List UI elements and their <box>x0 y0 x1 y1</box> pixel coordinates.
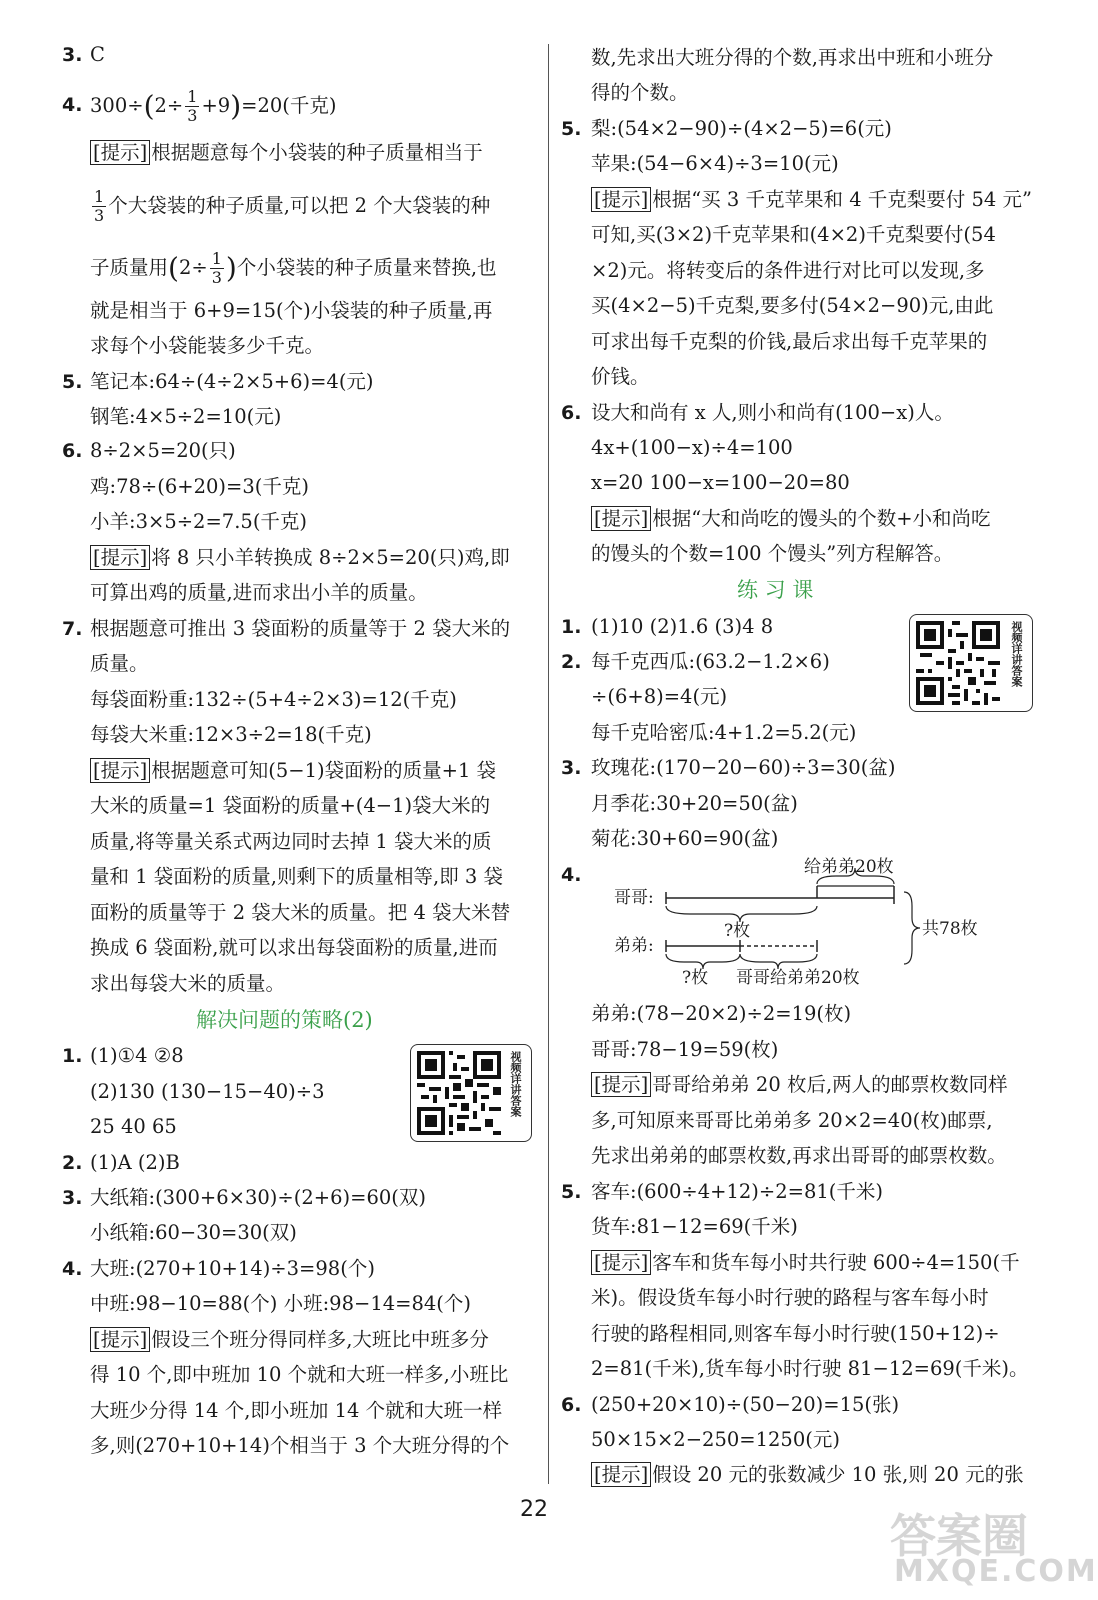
question-number: 4. <box>561 864 582 886</box>
answer-line: 大班:(270+10+14)÷3=98(个) <box>90 1257 375 1280</box>
hint-line: [提示] 根据“买 3 千克苹果和 4 千克梨要付 54 元” <box>591 187 1032 213</box>
answer-line: 设大和尚有 x 人,则小和尚有(100−x)人。 <box>591 401 954 424</box>
hint-line: 求出每袋大米的质量。 <box>90 972 286 995</box>
hint-line: 得 10 个,即中班加 10 个就和大班一样多,小班比 <box>90 1363 509 1386</box>
answer-line: 根据题意可推出 3 袋面粉的质量等于 2 袋大米的 <box>90 617 511 640</box>
hint-line: 数,先求出大班分得的个数,再求出中班和小班分 <box>591 46 994 69</box>
answer-line: 小纸箱:60−30=30(双) <box>90 1221 297 1244</box>
question-number: 6. <box>561 402 582 424</box>
answer-line: 每袋面粉重:132÷(5+4÷2×3)=12(千克) <box>90 688 457 711</box>
question-number: 1. <box>561 616 582 638</box>
question-number: 6. <box>62 440 83 462</box>
hint-line: ×2)元。将转变后的条件进行对比可以发现,多 <box>591 259 985 282</box>
answer-line: (250+20×10)÷(50−20)=15(张) <box>591 1393 900 1416</box>
hint-line: [提示] 哥哥给弟弟 20 枚后,两人的邮票枚数同样 <box>591 1072 1008 1098</box>
qr-label: 视频详讲答案 <box>509 1051 522 1117</box>
question-number: 4. <box>62 1258 83 1280</box>
qr-code-icon <box>417 1051 501 1135</box>
watermark-url: MXQE.COM <box>894 1554 1098 1589</box>
column-divider <box>548 44 549 1484</box>
answer-line: 客车:(600÷4+12)÷2=81(千米) <box>591 1180 884 1203</box>
hint-line: [提示] 将 8 只小羊转换成 8÷2×5=20(只)鸡,即 <box>90 545 510 571</box>
diagram-give-top: 给弟弟20枚 <box>804 857 894 877</box>
stamp-segment-diagram <box>600 856 990 992</box>
question-number: 5. <box>62 371 83 393</box>
answer-line: 月季花:30+20=50(盆) <box>591 792 798 815</box>
question-number: 3. <box>62 44 83 66</box>
hint-label: [提示] <box>591 1072 651 1097</box>
answer-line: 8÷2×5=20(只) <box>90 439 236 462</box>
brace-mid <box>666 906 817 922</box>
hint-line: 可求出每千克梨的价钱,最后求出每千克苹果的 <box>591 330 988 353</box>
answer-line: 25 40 65 <box>90 1115 177 1138</box>
question-number: 5. <box>561 1181 582 1203</box>
question-number: 3. <box>561 757 582 779</box>
hint-line: 价钱。 <box>591 365 650 388</box>
answer-line: 钢笔:4×5÷2=10(元) <box>90 405 282 428</box>
equation-line: 300÷(2÷ $\frac{1}{3}$ +9)=20(千克) <box>90 87 337 125</box>
brace-bottom-right <box>740 954 817 969</box>
fraction: $\frac{1}{3}$ <box>94 187 105 225</box>
watermark-logo <box>880 1500 1098 1595</box>
hint-line: 量和 1 袋面粉的质量,则剩下的质量相等,即 3 袋 <box>90 865 504 888</box>
hint-line: [提示] 假设 20 元的张数减少 10 张,则 20 元的张 <box>591 1462 1024 1488</box>
hint-line: 换成 6 袋面粉,就可以求出每袋面粉的质量,进而 <box>90 936 498 959</box>
hint-label: [提示] <box>90 140 150 165</box>
answer-line: 货车:81−12=69(千米) <box>591 1215 798 1238</box>
diagram-q-bot: ?枚 <box>682 968 709 988</box>
hint-line: $\frac{1}{3}$ 个大袋装的种子质量,可以把 2 个大袋装的种 <box>94 187 491 225</box>
hint-line: 米)。假设货车每小时行驶的路程与客车每小时 <box>591 1286 989 1309</box>
hint-line: [提示] 根据“大和尚吃的馒头的个数+小和尚吃 <box>591 506 991 532</box>
hint-line: [提示] 客车和货车每小时共行驶 600÷4=150(千 <box>591 1250 1020 1276</box>
hint-line: 可算出鸡的质量,进而求出小羊的质量。 <box>90 581 428 604</box>
hint-line: 先求出弟弟的邮票枚数,再求出哥哥的邮票枚数。 <box>591 1144 1007 1167</box>
answer-line: (1)A (2)B <box>90 1151 180 1174</box>
answer-line: 梨:(54×2−90)÷(4×2−5)=6(元) <box>591 117 892 140</box>
answer-line: 大纸箱:(300+6×30)÷(2+6)=60(双) <box>90 1186 426 1209</box>
brace-bottom-left <box>666 954 740 969</box>
hint-label: [提示] <box>591 1250 651 1275</box>
hint-label: [提示] <box>90 545 150 570</box>
answer-line: (1)①4 ②8 <box>90 1044 184 1067</box>
hint-label: [提示] <box>90 758 150 783</box>
question-number: 3. <box>62 1187 83 1209</box>
question-number: 6. <box>561 1394 582 1416</box>
answer-line: 质量。 <box>90 652 149 675</box>
answer-line: 鸡:78÷(6+20)=3(千克) <box>90 475 309 498</box>
answer-line: (2)130 (130−15−40)÷3 <box>90 1080 325 1103</box>
watermark-text: 答案圈 <box>890 1509 1028 1563</box>
question-number: 5. <box>561 118 582 140</box>
hint-label: [提示] <box>591 506 651 531</box>
hint-label: [提示] <box>591 187 651 212</box>
hint-line: 买(4×2−5)千克梨,要多付(54×2−90)元,由此 <box>591 294 994 317</box>
question-number: 2. <box>62 1152 83 1174</box>
page-number: 22 <box>520 1497 548 1522</box>
hint-line: 大米的质量=1 袋面粉的质量+(4−1)袋大米的 <box>90 794 491 817</box>
qr-code-icon <box>916 621 1000 705</box>
hint-line: 的馒头的个数=100 个馒头”列方程解答。 <box>591 542 954 565</box>
diagram-q-mid: ?枚 <box>724 921 751 941</box>
hint-line: 质量,将等量关系式两边同时去掉 1 袋大米的质 <box>90 830 492 853</box>
answer-line: 中班:98−10=88(个) 小班:98−14=84(个) <box>90 1292 472 1315</box>
hint-line: 面粉的质量等于 2 袋大米的质量。把 4 袋大米替 <box>90 901 511 924</box>
hint-line: 得的个数。 <box>591 81 689 104</box>
diagram-label-gege: 哥哥: <box>614 888 654 908</box>
answer-line: 每千克哈密瓜:4+1.2=5.2(元) <box>591 721 857 744</box>
answer-line: 玫瑰花:(170−20−60)÷3=30(盆) <box>591 756 896 779</box>
answer-line: x=20 100−x=100−20=80 <box>591 471 850 494</box>
answer-text: C <box>90 43 105 66</box>
answer-line: 4x+(100−x)÷4=100 <box>591 436 793 459</box>
hint-line: [提示] 根据题意可知(5−1)袋面粉的质量+1 袋 <box>90 758 496 784</box>
hint-label: [提示] <box>591 1462 651 1487</box>
fraction: $\frac{1}{3}$ <box>187 87 198 125</box>
hint-line: 多,则(270+10+14)个相当于 3 个大班分得的个 <box>90 1434 510 1457</box>
video-qr-code[interactable] <box>909 614 1033 712</box>
section-title: 练 习 课 <box>737 578 814 602</box>
answer-line: (1)10 (2)1.6 (3)4 8 <box>591 615 774 638</box>
brace-total <box>904 892 920 964</box>
answer-line: 苹果:(54−6×4)÷3=10(元) <box>591 152 839 175</box>
hint-line: [提示] 假设三个班分得同样多,大班比中班多分 <box>90 1327 489 1353</box>
answer-line: 弟弟:(78−20×2)÷2=19(枚) <box>591 1002 852 1025</box>
question-number: 4. <box>62 94 83 116</box>
answer-line: 哥哥:78−19=59(枚) <box>591 1038 779 1061</box>
answer-line: 每千克西瓜:(63.2−1.2×6) <box>591 650 830 673</box>
video-qr-code[interactable] <box>410 1044 532 1142</box>
question-number: 2. <box>561 651 582 673</box>
hint-line: [提示] 根据题意每个小袋装的种子质量相当于 <box>90 140 483 166</box>
fraction: $\frac{1}{3}$ <box>211 249 222 287</box>
question-number: 1. <box>62 1045 83 1067</box>
hint-label: [提示] <box>90 1327 150 1352</box>
hint-line: 2=81(千米),货车每小时行驶 81−12=69(千米)。 <box>591 1357 1029 1380</box>
diagram-give-bot: 哥哥给弟弟20枚 <box>736 968 860 988</box>
hint-line: 行驶的路程相同,则客车每小时行驶(150+12)÷ <box>591 1322 1000 1345</box>
answer-line: 菊花:30+60=90(盆) <box>591 827 779 850</box>
answer-line: ÷(6+8)=4(元) <box>591 685 728 708</box>
section-title: 解决问题的策略(2) <box>196 1008 373 1032</box>
question-number: 7. <box>62 618 83 640</box>
hint-line: 大班少分得 14 个,即小班加 14 个就和大班一样 <box>90 1399 503 1422</box>
hint-line: 求每个小袋能装多少千克。 <box>90 334 325 357</box>
hint-line: 多,可知原来哥哥比弟弟多 20×2=40(枚)邮票, <box>591 1109 993 1132</box>
answer-line: 笔记本:64÷(4÷2×5+6)=4(元) <box>90 370 374 393</box>
answer-line: 每袋大米重:12×3÷2=18(千克) <box>90 723 372 746</box>
hint-line: 就是相当于 6+9=15(个)小袋装的种子质量,再 <box>90 299 493 322</box>
answer-line: 50×15×2−250=1250(元) <box>591 1428 840 1451</box>
diagram-label-didi: 弟弟: <box>614 936 654 956</box>
hint-line: 子质量用(2÷ $\frac{1}{3}$ )个小袋装的种子质量来替换,也 <box>90 249 497 287</box>
qr-label: 视频详讲答案 <box>1010 621 1023 687</box>
hint-line: 可知,买(3×2)千克苹果和(4×2)千克梨要付(54 <box>591 223 996 246</box>
answer-line: 小羊:3×5÷2=7.5(千克) <box>90 510 308 533</box>
diagram-total: 共78枚 <box>922 919 978 939</box>
